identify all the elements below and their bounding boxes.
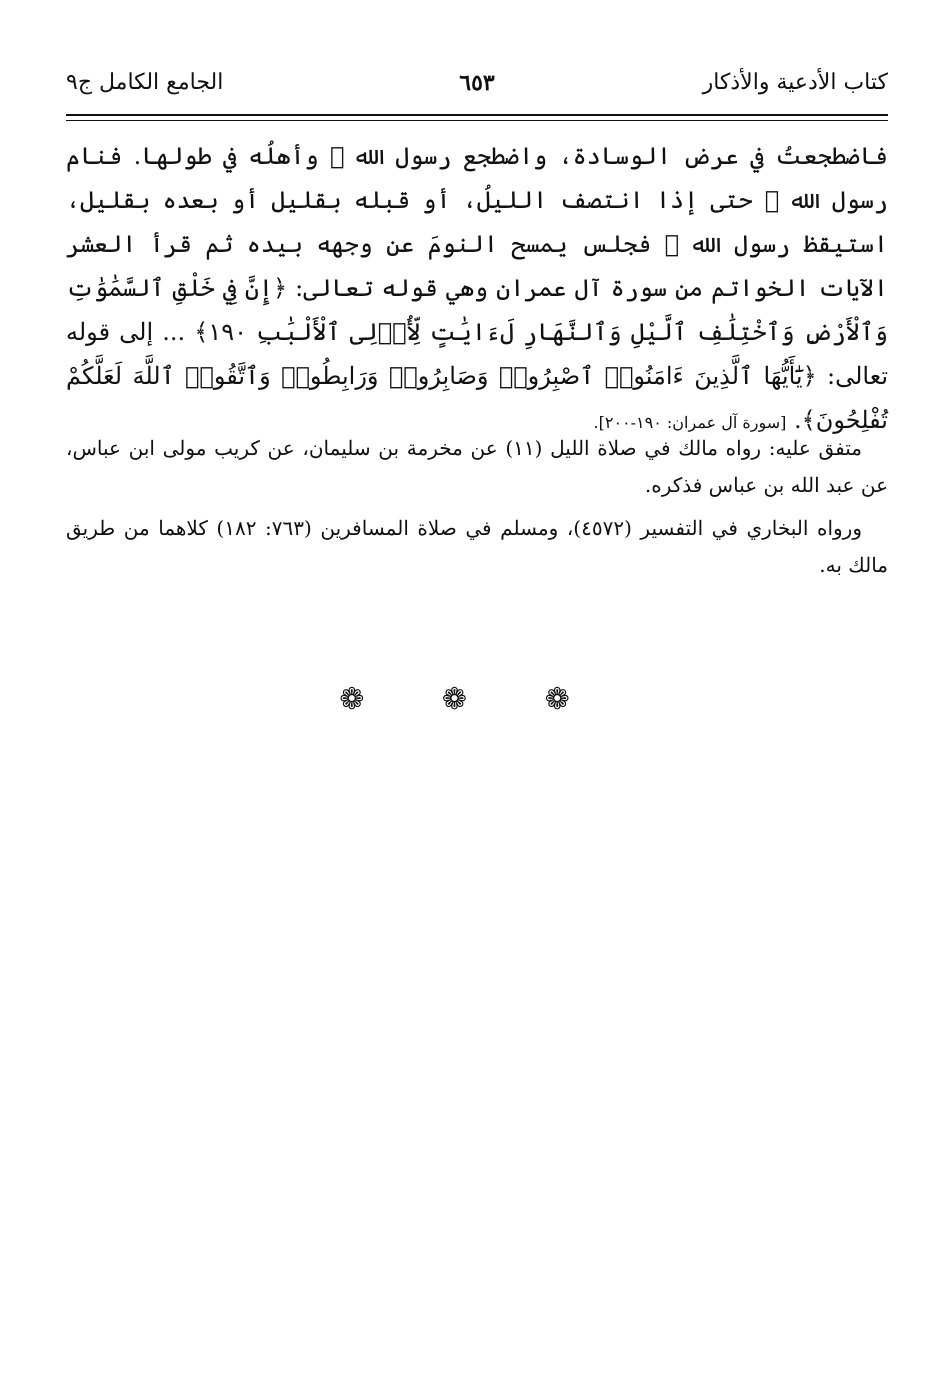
section-divider-ornaments [0,682,939,717]
footnote-2: ورواه البخاري في التفسير (٤٥٧٢)، ومسلم في صلاة المسافرين (٧٦٣: ١٨٢) كلاهما من طريق مالك به. [66,516,888,577]
header-rule-thin [66,120,888,121]
main-text [66,134,888,445]
hadith-text: فاضطجعتُ في عرض الوسادة، واضطجع رسول الله ﷺ وأهلُه في طولها. فنام رسول الله ﷺ حتى إذا انتصف الليلُ، أو قبله بقليل أو بعده بقليل، استيقظ رسول الله ﷺ فجلس يمسح النومَ عن وجهه بيده ثم قرأ العشر الآيات الخواتم من سورة آل عمران وهي قوله تعالى: ﴿إِنَّ فِي خَلْقِ ٱلسَّمَٰوَٰتِ وَٱلْأَرْضِ وَٱخْتِلَٰفِ ٱلَّيْلِ وَٱلنَّهَارِ لَءَايَٰتٍ لِّأُو۟لِى ٱلْأَلْبَٰبِ ١٩٠﴾ ... إلى قوله تعالى: ﴿يَٰٓأَيُّهَا ٱلَّذِينَ ءَامَنُوا۟ ٱصْبِرُوا۟ وَصَابِرُوا۟ وَرَابِطُوا۟ وَٱتَّقُوا۟ ٱللَّهَ لَعَلَّكُمْ تُفْلِحُونَ﴾. [66,142,888,434]
volume-title: الجامع الكامل ج٩ [66,70,224,95]
page-header [66,70,888,110]
footnote-1: متفق عليه: رواه مالك في صلاة الليل (١١) عن مخرمة بن سليمان، عن كريب مولى ابن عباس، عن عبد الله بن عباس فذكره. [66,436,888,497]
flower-ornament-icon: ❁ [339,682,395,717]
flower-ornament-icon: ❁ [441,682,498,717]
surah-reference: [سورة آل عمران: ١٩٠-٢٠٠]. [593,413,787,432]
footnotes [66,430,888,590]
flower-ornament-icon: ❁ [544,682,600,717]
header-rule-thick [66,114,888,116]
book-title: كتاب الأدعية والأذكار [702,70,888,95]
page-number: ٦٥٣ [459,70,495,96]
hadith-paragraph [66,134,888,445]
